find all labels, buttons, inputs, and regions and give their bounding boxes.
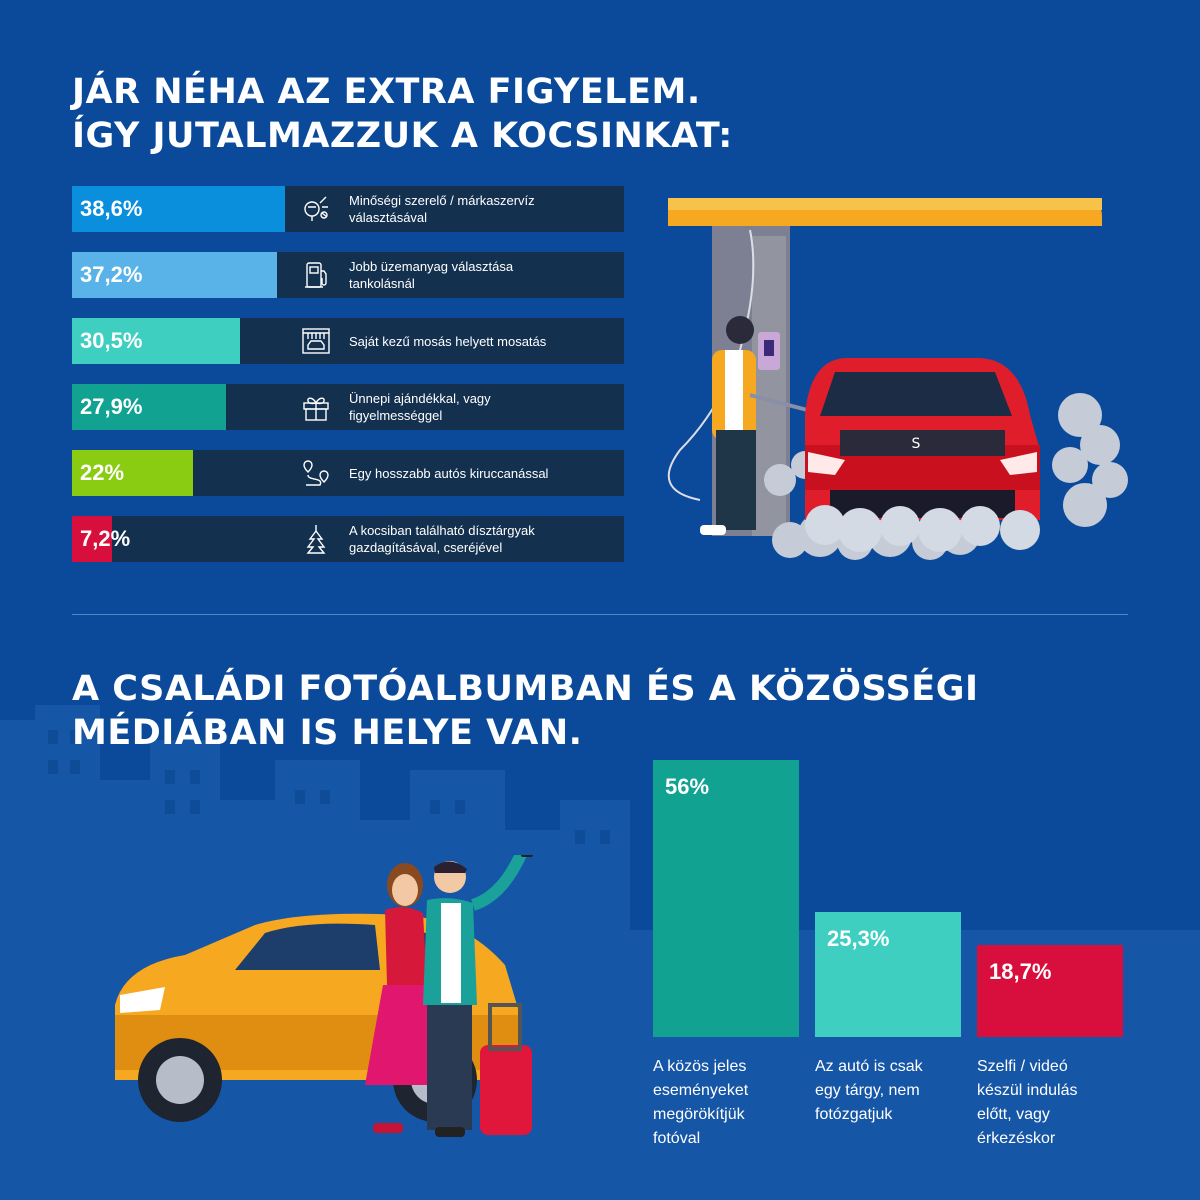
vbar [815,912,961,1037]
vbar-value-label: 18,7% [989,958,1052,984]
section2-title-line1: A CSALÁDI FOTÓALBUMBAN ÉS A KÖZÖSSÉGI [72,669,979,709]
hbar-value-label: 7,2% [80,526,131,551]
vbar [977,945,1123,1037]
fuel-pump-icon [300,259,332,291]
vbar-category-label: Szelfi / videó készül indulás előtt, vagy érkezéskor [977,1058,1078,1147]
hbar-row [72,516,624,562]
hbar-category-label: Jobb üzemanyag választása tankolásnál [349,259,514,291]
air-freshener-icon [300,523,332,555]
section2-title-line2: MÉDIÁBAN IS HELYE VAN. [72,713,583,753]
vbar-category-label: A közös jeles eseményeket megörökítjük fotóval [653,1058,749,1147]
car-wash-icon [300,325,332,357]
hbar-value-label: 38,6% [80,196,143,221]
hbar-value-label: 22% [80,460,125,485]
section1-title [72,70,733,158]
hbar-category-label: Saját kezű mosás helyett mosatás [349,333,547,349]
vbar-value-label: 25,3% [827,925,890,951]
svg-text:S: S [911,436,921,452]
hbar-category-label: Minőségi szerelő / márkaszervíz választásával [349,193,535,225]
section-divider [72,614,1128,615]
car-wash-illustration [640,190,1140,570]
vbar-value-label: 56% [665,774,710,799]
route-icon [300,457,332,489]
hbar-row [72,384,624,430]
svg-text:S: S [135,993,144,1009]
vbar [653,760,799,1037]
hbar-row [72,252,624,298]
hbar-value-label: 27,9% [80,394,143,419]
hbar-row [72,318,624,364]
hbar-value-label: 30,5% [80,328,143,353]
hbar-row [72,186,624,232]
hbar-category-label: A kocsiban található dísztárgyak gazdagításával, cseréjével [349,523,535,555]
mechanic-icon [300,193,332,225]
section1-title-line2: ÍGY JUTALMAZZUK A KOCSINKAT: [72,116,733,156]
hbar-category-label: Ünnepi ajándékkal, vagy figyelmességgel [349,391,491,423]
section2-title [72,667,978,755]
vbar-category-label: Az autó is csak egy tárgy, nem fotózgatjuk [815,1058,923,1123]
hbar-category-label: Egy hosszabb autós kiruccanással [349,465,549,481]
family-car-selfie-illustration [105,855,545,1145]
gift-icon [300,391,332,423]
hbar-row [72,450,624,496]
section1-title-line1: JÁR NÉHA AZ EXTRA FIGYELEM. [72,72,701,112]
hbar-value-label: 37,2% [80,262,143,287]
